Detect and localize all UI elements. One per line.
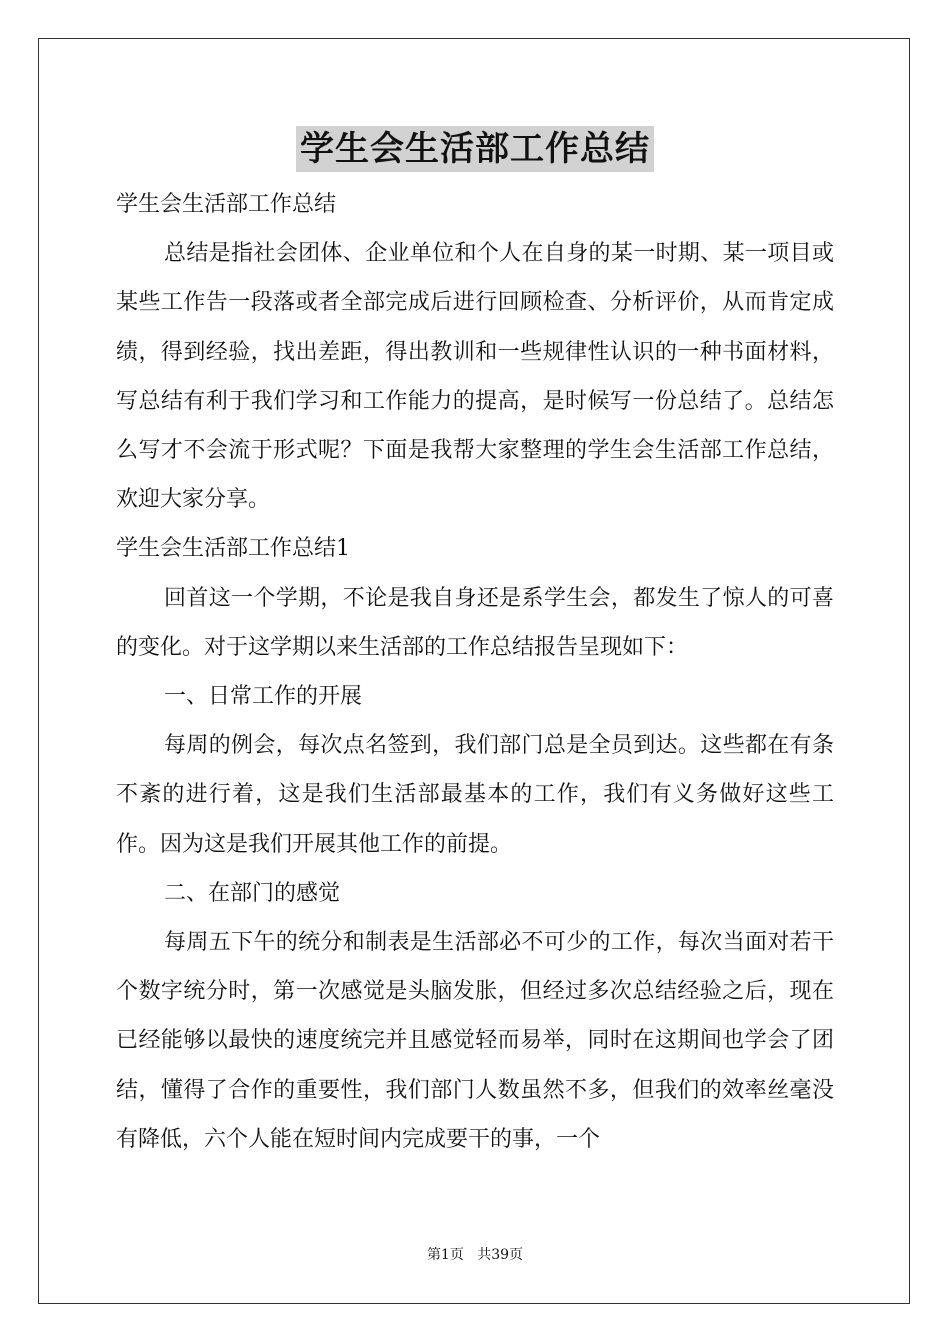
page-number: 第1页 [426,1247,464,1263]
subheading: 二、在部门的感觉 [164,880,341,906]
paragraph: 总结是指社会团体、企业单位和个人在自身的某一时期、某一项目或某些工作告一段落或者全部完成后进行回顾检查、分析评价，从而肯定成绩，得到经验，找出差距，得出教训和一些规律性认识的一种书面材料，写总结有利于我们学习和工作能力的提高，是时候写一份总结了。总结怎么写才不会流于形式呢？下面是我帮大家整理的学生会生活部工作总结，欢迎大家分享。 [116,241,834,513]
subheading: 一、日常工作的开展 [164,684,363,710]
document-title: 学生会生活部工作总结 [296,126,654,172]
paragraph: 学生会生活部工作总结 [116,192,337,217]
document-body [116,180,834,1164]
section-heading: 学生会生活部工作总结1 [116,536,350,562]
page-total: 共39页 [477,1247,524,1263]
page-footer [0,1244,950,1264]
title-container [0,126,950,172]
paragraph: 每周五下午的统分和制表是生活部必不可少的工作，每次当面对若干个数字统分时，第一次感觉是头脑发胀，但经过多次总结经验之后，现在已经能够以最快的速度统完并且感觉轻而易举，同时在这期间也学会了团结，懂得了合作的重要性，我们部门人数虽然不多，但我们的效率丝毫没有降低，六个人能在短时间内完成要干的事，一个 [116,930,834,1152]
paragraph: 每周的例会，每次点名签到，我们部门总是全员到达。这些都在有条不紊的进行着，这是我们生活部最基本的工作，我们有义务做好这些工作。因为这是我们开展其他工作的前提。 [116,733,834,857]
paragraph: 回首这一个学期，不论是我自身还是系学生会，都发生了惊人的可喜的变化。对于这学期以来生活部的工作总结报告呈现如下： [116,585,834,660]
